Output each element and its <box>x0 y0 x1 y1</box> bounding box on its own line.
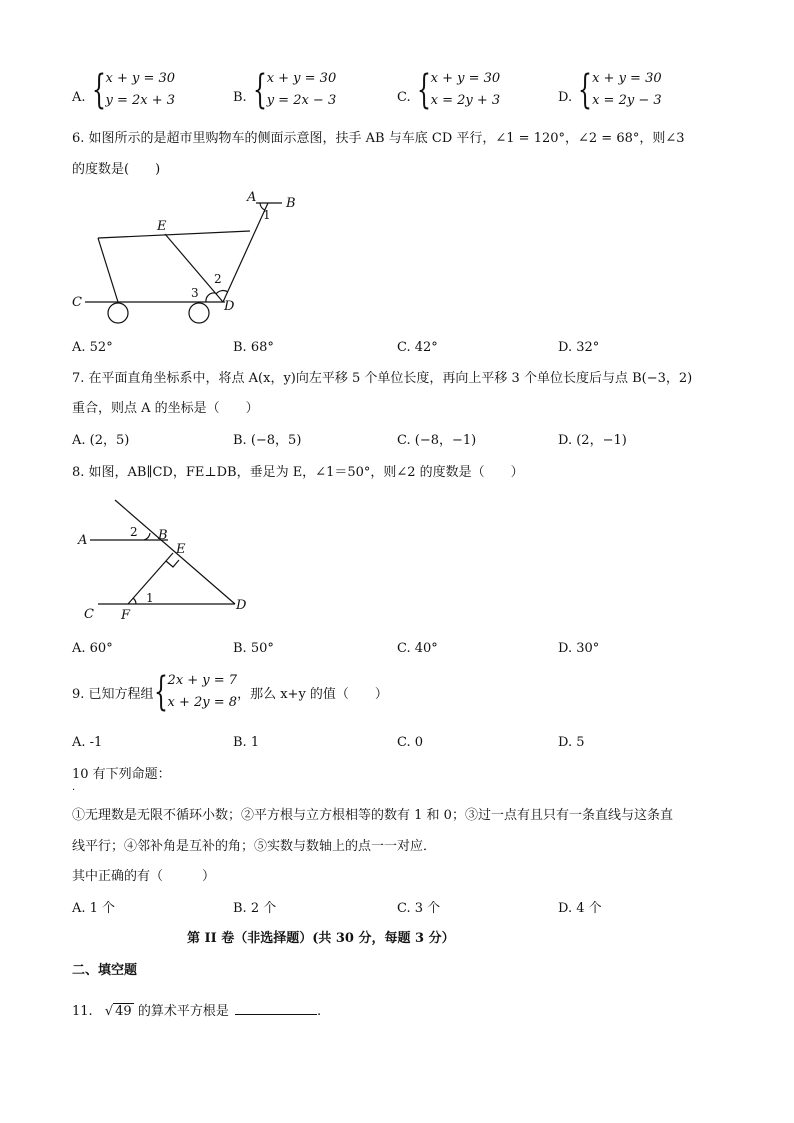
q6-question-line2: 的度数是( ) <box>72 162 161 177</box>
q11-end: . <box>316 1004 322 1019</box>
q10-option-a: A. 1 个 <box>72 901 116 916</box>
equation: x = 2y − 3 <box>592 93 662 108</box>
q11-question <box>72 1000 321 1021</box>
q10-line2: 线平行；④邻补角是互补的角；⑤实数与数轴上的点一一对应． <box>72 839 437 854</box>
q10-title: 10 有下列命题： <box>72 767 171 782</box>
angle-2-arc <box>144 533 150 540</box>
q10-option-d: D. 4 个 <box>558 901 602 916</box>
q8-geometry-figure <box>70 490 260 625</box>
q6-option-a: A. 52° <box>72 340 113 355</box>
q11-number: 11. <box>72 1004 93 1019</box>
brace-icon: { <box>153 669 168 715</box>
option-label: C. <box>397 89 411 105</box>
q5-option-a <box>72 68 175 112</box>
equation: x + 2y = 8 <box>167 695 238 710</box>
equation: x + y = 30 <box>266 71 337 86</box>
q11-text: 的算术平方根是 <box>137 1004 229 1019</box>
right-angle-mark <box>166 560 179 567</box>
label-angle-2: 2 <box>214 272 222 286</box>
right-wheel <box>189 303 209 323</box>
label-b: B <box>158 528 168 543</box>
label-f: F <box>121 608 131 623</box>
square-root <box>105 1003 134 1021</box>
label-b: B <box>286 196 296 211</box>
radicand: 49 <box>115 1004 132 1019</box>
label-c: C <box>84 607 94 622</box>
angle-1-arc <box>133 598 136 604</box>
angle-3-arc <box>206 293 215 302</box>
brace-icon: { <box>252 67 267 113</box>
option-label: D. <box>558 89 573 105</box>
equation: x + y = 30 <box>430 71 501 86</box>
q6-shopping-cart-figure <box>60 188 320 328</box>
q9-suffix: ，那么 x+y 的值（ ） <box>237 686 388 702</box>
angle-2-arc <box>216 291 228 294</box>
option-label: B. <box>233 89 247 105</box>
q5-option-b <box>233 68 336 112</box>
label-angle-2: 2 <box>130 525 138 539</box>
q8-option-d: D. 30° <box>558 641 600 656</box>
q6-option-c: C. 42° <box>397 340 438 355</box>
left-wheel <box>108 303 128 323</box>
equation: y = 2x − 3 <box>266 93 337 108</box>
q9-prefix: 9. 已知方程组 <box>72 686 154 702</box>
equation: 2x + y = 7 <box>167 673 238 688</box>
label-angle-1: 1 <box>146 591 154 605</box>
top-rail <box>98 231 250 238</box>
q10-option-c: C. 3 个 <box>397 901 441 916</box>
q7-question-line1: 7. 在平面直角坐标系中，将点 A(x，y)向左平移 5 个单位长度，再向上平移 3 个单位长度后与点 B(−3，2) <box>72 371 693 386</box>
brace-icon: { <box>416 67 431 113</box>
q7-option-c: C. (−8，−1) <box>397 433 477 448</box>
q9-option-d: D. 5 <box>558 735 585 750</box>
q6-option-d: D. 32° <box>558 340 600 355</box>
q5-option-c <box>397 68 500 112</box>
q7-option-b: B. (−8，5) <box>233 433 302 448</box>
left-side <box>98 238 118 302</box>
brace-icon: { <box>578 67 593 113</box>
q10-dot: · <box>72 785 76 796</box>
equation: x + y = 30 <box>105 71 176 86</box>
label-angle-3: 3 <box>191 286 199 300</box>
label-angle-1: 1 <box>263 208 271 222</box>
q10-line1: ①无理数是无限不循环小数；②平方根与立方根相等的数有 1 和 0；③过一点有且只有一条直线与这条直 <box>72 808 673 823</box>
label-a: A <box>78 533 88 548</box>
q6-question-line1: 6. 如图所示的是超市里购物车的侧面示意图，扶手 AB 与车底 CD 平行，∠1 = 120°，∠2 = 68°，则∠3 <box>72 131 685 146</box>
label-e: E <box>176 542 186 557</box>
answer-blank[interactable] <box>235 1000 317 1015</box>
equation: x + y = 30 <box>592 71 662 86</box>
q5-option-d <box>558 68 662 112</box>
q9-option-a: A. -1 <box>72 735 103 750</box>
q9-option-c: C. 0 <box>397 735 424 750</box>
label-c: C <box>72 295 82 310</box>
q10-line3: 其中正确的有（ ） <box>72 869 216 884</box>
q8-option-c: C. 40° <box>397 641 438 656</box>
radical-icon: √ <box>104 1004 114 1019</box>
q8-option-a: A. 60° <box>72 641 113 656</box>
equation: y = 2x + 3 <box>105 93 176 108</box>
bar-ad <box>223 203 268 302</box>
q9-question <box>72 670 388 714</box>
q8-option-b: B. 50° <box>233 641 274 656</box>
label-e: E <box>157 219 167 234</box>
line-bd <box>115 500 235 604</box>
fill-in-section-title: 二、填空题 <box>72 963 138 978</box>
label-a: A <box>247 190 257 205</box>
label-d: D <box>236 598 247 613</box>
q7-option-a: A. (2，5) <box>72 433 130 448</box>
q10-option-b: B. 2 个 <box>233 901 277 916</box>
q6-option-b: B. 68° <box>233 340 274 355</box>
q7-option-d: D. (2，−1) <box>558 433 627 448</box>
section-title: 第 II 卷（非选择题）(共 30 分，每题 3 分） <box>187 931 455 946</box>
q7-question-line2: 重合，则点 A 的坐标是（ ） <box>72 401 259 416</box>
q9-option-b: B. 1 <box>233 735 260 750</box>
q8-question-line1: 8. 如图，AB∥CD，FE⊥DB，垂足为 E，∠1＝50°，则∠2 的度数是（ ） <box>72 465 524 480</box>
brace-icon: { <box>91 67 106 113</box>
option-label: A. <box>72 89 86 105</box>
label-d: D <box>224 299 235 314</box>
equation: x = 2y + 3 <box>430 93 501 108</box>
